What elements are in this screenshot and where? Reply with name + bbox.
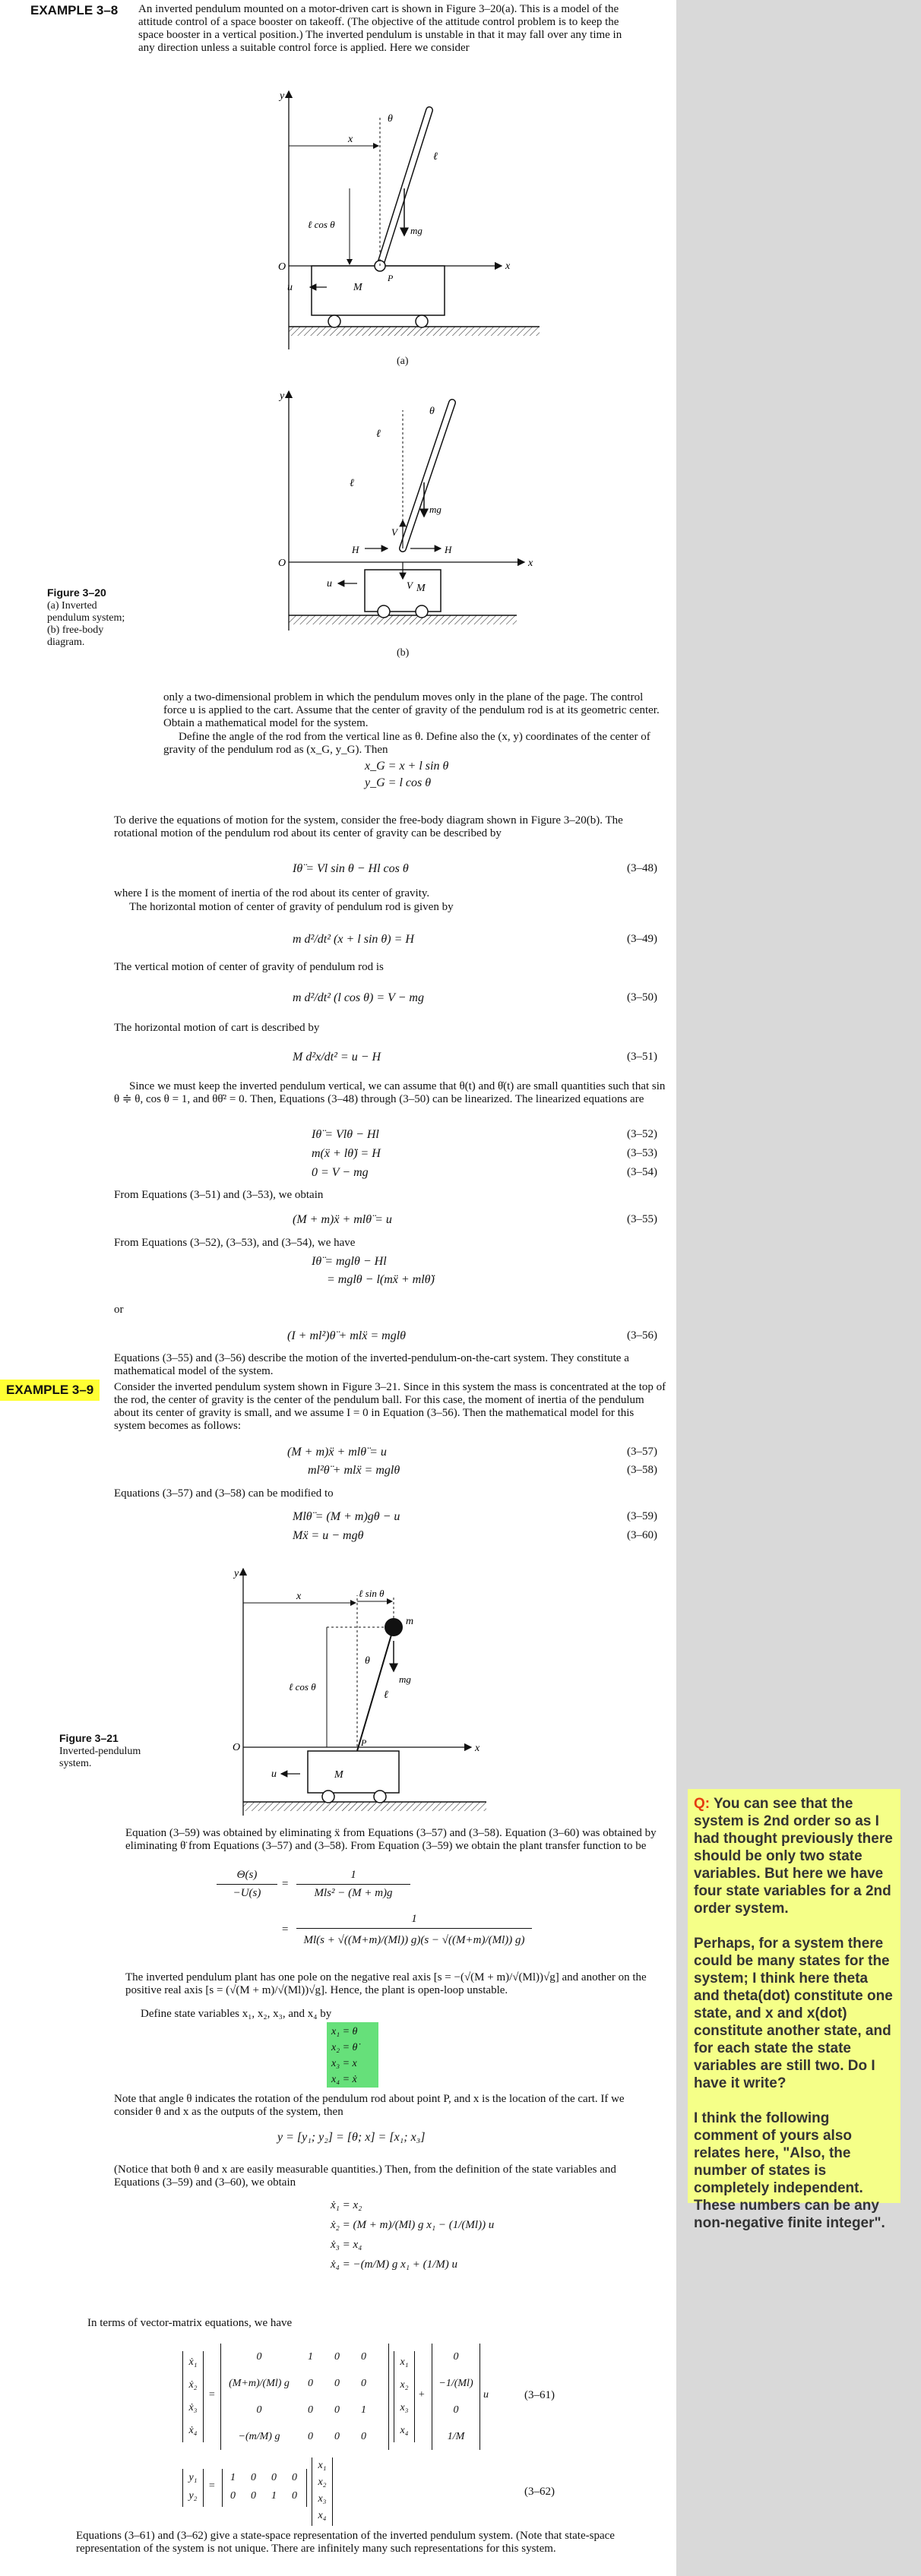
vector-entry: 0: [453, 2351, 459, 2363]
figure-3-20-caption: [47, 586, 138, 649]
paragraph: The vertical motion of center of gravity of pendulum rod is: [114, 961, 384, 973]
matrix-cell: 0: [251, 2472, 256, 2483]
paragraph: From Equations (3–52), (3–53), and (3–54), we have: [114, 1237, 356, 1249]
fig21-y-label: y: [234, 1568, 239, 1579]
fig-a-y-label: y: [280, 90, 285, 102]
state-definitions: [331, 2024, 357, 2088]
A-matrix: [220, 2344, 389, 2450]
matrix-cell: 0: [361, 2377, 366, 2389]
fig21-M: M: [334, 1769, 343, 1781]
paragraph: Define state variables x₁, x₂, x₃, and x₄ by: [141, 2008, 332, 2020]
fig21-theta: θ: [365, 1655, 370, 1667]
matrix-cell: (M+m)/(Ml) g: [229, 2377, 290, 2389]
vector-entry: x₃: [318, 2493, 327, 2505]
matrix-cell: 0: [251, 2490, 256, 2502]
x-vector-2: [312, 2457, 333, 2526]
paragraph: where I is the moment of inertia of the rod about its center of gravity.: [114, 887, 430, 899]
equation-number: (3–60): [627, 1529, 657, 1541]
vector-entry: 1/M: [447, 2431, 465, 2442]
state-def: x₁ = θ: [331, 2026, 358, 2037]
figure-3-21-caption: [59, 1732, 166, 1770]
matrix-cell: 1: [271, 2490, 277, 2502]
equation: 0 = V − mg: [312, 1166, 369, 1179]
equation-number: (3–59): [627, 1510, 657, 1522]
caption-line: pendulum system;: [47, 612, 125, 624]
equation-number: (3–48): [627, 862, 657, 874]
tf-lhs-den: −U(s): [233, 1887, 261, 1899]
vector-entry: x₃: [400, 2402, 409, 2413]
vector-entry: −1/(Ml): [438, 2378, 473, 2389]
fig21-x-arrow-label: x: [296, 1591, 302, 1602]
paragraph: To derive the equations of motion for the system, consider the free-body diagram shown in Figure 3–20(b). The rotational motion of the pendulum rod about its center of gravity can be described by: [114, 814, 623, 839]
fig-b-theta: θ: [429, 406, 435, 417]
fig-a-P: P: [388, 273, 394, 283]
paragraph: (Notice that both θ and x are easily measurable quantities.) Then, from the definition of the state variables and Equations (3–59) and (3–60), we obtain: [114, 2164, 616, 2189]
matrix-cell: 0: [334, 2350, 340, 2363]
paragraph: From Equations (3–51) and (3–53), we obtain: [114, 1189, 324, 1201]
fig-b-x-label: x: [528, 558, 533, 569]
question-note: [688, 1789, 900, 2231]
equation: Iθ̈ = Vlθ − Hl: [312, 1128, 379, 1141]
vector-entry: x₄: [400, 2425, 409, 2436]
equation: (M + m)ẍ + mlθ̈ = u: [293, 1213, 392, 1226]
equation: Iθ̈ = mglθ − Hl: [312, 1255, 387, 1268]
matrix-cell: 1: [361, 2404, 366, 2416]
paragraph: The horizontal motion of center of gravity of pendulum rod is given by: [129, 901, 454, 913]
equation: m(ẍ + lθ̈) = H: [312, 1147, 381, 1160]
example-3-8-label: EXAMPLE 3–8: [30, 3, 119, 17]
fig21-lcos: ℓ cos θ: [289, 1681, 316, 1693]
fig-a-origin: O: [278, 261, 286, 273]
C-matrix: [222, 2469, 307, 2507]
vector-entry: x₁: [318, 2460, 327, 2471]
fig-a-lcos: ℓ cos θ: [308, 219, 335, 230]
input-u: u: [483, 2389, 489, 2401]
equation: x_G = x + l sin θ: [365, 760, 449, 773]
matrix-cell: 0: [230, 2490, 236, 2502]
y-vector: [182, 2469, 204, 2507]
fig-b-u: u: [327, 578, 332, 589]
state-def: x₃ = x: [331, 2058, 357, 2069]
equation: (M + m)ẍ + mlθ̈ = u: [287, 1446, 387, 1459]
fig-b-H2: H: [445, 544, 452, 555]
state-eq: ẋ₂ = (M + m)/(Ml) g x₁ − (1/(Ml)) u: [331, 2219, 495, 2231]
fig21-P: P: [361, 1737, 367, 1748]
fig21-m: m: [406, 1616, 414, 1627]
fig-a-mg: mg: [410, 225, 423, 236]
paragraph: Since we must keep the inverted pendulum vertical, we can assume that θ(t) and θ̇(t) are small quantities such that sin θ ≑ θ, cos θ = 1, and θθ̇² = 0. Then, Equations (3–48) through (3–50) can be linearized. The linearized equations are: [114, 1080, 666, 1105]
state-eq: ẋ₃ = x₄: [331, 2239, 362, 2251]
matrix-cell: 1: [308, 2350, 313, 2363]
matrix-cell: 0: [361, 2350, 366, 2363]
fig-b-H1: H: [352, 544, 359, 555]
state-def: x₄ = ẋ: [331, 2074, 357, 2085]
equation: ml²θ̈ + mlẍ = mglθ: [308, 1464, 400, 1477]
matrix-cell: 0: [271, 2472, 277, 2483]
matrix-cell: 0: [334, 2404, 340, 2416]
paragraph: only a two-dimensional problem in which the pendulum moves only in the plane of the page. The control force u is applied to the cart. Assume that the center of gravity of the pendulum rod is at its geometric center. Obtain a mathematical model for the system.: [163, 691, 660, 729]
fig-b-l1: ℓ: [376, 428, 381, 440]
figure-3-20a-sublabel: (a): [397, 356, 409, 367]
example-3-9-text: Consider the inverted pendulum system shown in Figure 3–21. Since in this system the mass is concentrated at the top of the rod, the center of gravity is the center of the pendulum ball. For this case, the moment of inertia of the pendulum about its center of gravity is small, and we assume I = 0 in Equation (3–56). Then the mathematical model for this system becomes as follows:: [114, 1381, 666, 1432]
paragraph: Equations (3–55) and (3–56) describe the motion of the inverted-pendulum-on-the-cart system. They constitute a mathematical model of the system.: [114, 1352, 629, 1377]
fig-b-V2: V: [407, 580, 413, 591]
figure-3-21-caption-title: Figure 3–21: [59, 1732, 119, 1744]
equation-number: (3–54): [627, 1166, 657, 1178]
fig-b-y-label: y: [280, 390, 285, 402]
fig21-u: u: [271, 1768, 277, 1780]
vector-entry: y₂: [188, 2490, 198, 2502]
state-eq: ẋ₁ = x₂: [331, 2199, 362, 2211]
vector-entry: ẋ₃: [188, 2402, 198, 2413]
output-equation: y = [y₁; y₂] = [θ; x] = [x₁; x₃]: [277, 2131, 426, 2144]
paragraph: In terms of vector-matrix equations, we have: [87, 2317, 293, 2329]
matrix-cell: 0: [256, 2350, 262, 2363]
xdot-vector: [182, 2351, 204, 2442]
matrix-cell: 0: [308, 2377, 313, 2389]
equation-number: (3–51): [627, 1051, 657, 1063]
fig21-l: ℓ: [384, 1689, 388, 1701]
equation-number: (3–62): [524, 2486, 555, 2498]
equation-number: (3–49): [627, 933, 657, 945]
state-eq: ẋ₄ = −(m/M) g x₁ + (1/M) u: [331, 2258, 457, 2271]
state-equations: [331, 2195, 494, 2274]
vector-entry: x₂: [400, 2379, 409, 2391]
caption-line: system.: [59, 1758, 92, 1769]
figure-3-20-caption-title: Figure 3–20: [47, 586, 106, 599]
paragraph: Equations (3–61) and (3–62) give a state-space representation of the inverted pendulum system. (Note that state-space representation of the system is not unique. There are infinitely many such representations for this system.: [76, 2530, 615, 2555]
tf-rhs1-num: 1: [350, 1869, 356, 1881]
equation: Mẍ = u − mgθ: [293, 1529, 364, 1542]
state-def: x₂ = θ̇: [331, 2042, 358, 2053]
matrix-cell: 0: [334, 2430, 340, 2442]
fig21-x-label: x: [475, 1743, 480, 1754]
vector-entry: x₄: [318, 2510, 327, 2521]
paragraph: Define the angle of the rod from the vertical line as θ. Define also the (x, y) coordinates of the center of gravity of the pendulum rod as (x_G, y_G). Then: [163, 731, 650, 756]
fig-b-l2: ℓ: [350, 478, 354, 489]
figure-3-21: [228, 1557, 532, 1823]
matrix-cell: 0: [361, 2430, 366, 2442]
fig-a-l: ℓ: [433, 151, 438, 163]
word-or: or: [114, 1304, 124, 1316]
paragraph: Equation (3–59) was obtained by eliminating ẍ from Equations (3–57) and (3–58). Equation (3–60) was obtained by eliminating θ̈ from Equations (3–57) and (3–58). From Equation (3–59) we obtain the plant transfer function to be: [125, 1827, 657, 1852]
matrix-cell: 0: [292, 2490, 297, 2502]
tf-lhs-num: Θ(s): [236, 1869, 258, 1881]
transfer-function: Θ(s) −U(s) = 1 Mls² − (M + m)g = 1 Ml(s + √((M+m)/(Ml)) g)(s − √((M+m)/(Ml)) g): [217, 1869, 536, 1968]
note-paragraph-2: Perhaps, for a system there could be many states for the system; I think here theta and theta(dot) constitute one state, and x and x(dot) constitute another state, and for each state the state variables are still two. Do I have it write?: [694, 1936, 893, 2091]
equation: (I + ml²)θ̈ + mlẍ = mglθ: [287, 1329, 406, 1342]
note-paragraph-3: I think the following comment of yours also relates here, "Also, the number of states is completely independent. These numbers can be any non-negative finite integer".: [694, 2110, 885, 2231]
vector-entry: ẋ₂: [188, 2379, 198, 2391]
fig-a-x-arrow-label: x: [348, 134, 353, 145]
tf-rhs2-num: 1: [411, 1913, 417, 1925]
caption-line: diagram.: [47, 637, 85, 648]
equation-number: (3–50): [627, 991, 657, 1004]
output-matrix-equation: y₁ y₂ = 1 0 0 0 0 0 1 0 x₁ x₂ x₃ x₄: [182, 2461, 395, 2522]
fig-b-V1: V: [391, 526, 397, 538]
caption-line: Inverted-pendulum: [59, 1746, 141, 1757]
caption-line: (a) Inverted: [47, 600, 97, 612]
equation-number: (3–58): [627, 1464, 657, 1476]
equation: Iθ̈ = Vl sin θ − Hl cos θ: [293, 862, 409, 875]
fig-a-u: u: [287, 282, 293, 293]
matrix-cell: 0: [308, 2404, 313, 2416]
matrix-cell: 0: [292, 2472, 297, 2483]
x-vector: [394, 2351, 415, 2442]
figure-3-20b-sublabel: (b): [397, 647, 410, 659]
fig-a-theta: θ: [388, 113, 393, 125]
vector-entry: y₁: [188, 2472, 198, 2483]
caption-line: (b) free-body: [47, 624, 104, 636]
fig-b-origin: O: [278, 558, 286, 569]
fig21-origin: O: [233, 1742, 241, 1753]
equation-number: (3–52): [627, 1128, 657, 1140]
vector-entry: 0: [453, 2404, 459, 2416]
equation: y_G = l cos θ: [365, 776, 432, 789]
fig-b-M: M: [416, 583, 426, 594]
paragraph: The horizontal motion of cart is described by: [114, 1022, 320, 1034]
tf-rhs2-den: Ml(s + √((M+m)/(Ml)) g)(s − √((M+m)/(Ml)) g): [303, 1934, 525, 1946]
paragraph: The inverted pendulum plant has one pole on the negative real axis [s = −(√(M + m)/√(Ml))√g] and another on the positive real axis [s = (√(M + m)/√(Ml))√g]. Hence, the plant is open-loop unstable.: [125, 1971, 647, 1996]
equation: = mglθ − l(mẍ + mlθ̈): [327, 1273, 435, 1286]
matrix-cell: 0: [334, 2377, 340, 2389]
equation: Mlθ̈ = (M + m)gθ − u: [293, 1510, 400, 1523]
B-vector: [432, 2344, 480, 2450]
fig21-lsin: ℓ sin θ: [359, 1588, 385, 1599]
equation-number: (3–55): [627, 1213, 657, 1225]
paragraph: Equations (3–57) and (3–58) can be modified to: [114, 1487, 334, 1500]
matrix-cell: −(m/M) g: [238, 2430, 280, 2442]
figure-3-20b: [274, 380, 547, 638]
fig-b-mg: mg: [429, 504, 442, 515]
paragraph: Note that angle θ indicates the rotation of the pendulum rod about point P, and x is the location of the cart. If we consider θ and x as the outputs of the system, then: [114, 2093, 625, 2118]
equation: M d²x/dt² = u − H: [293, 1051, 381, 1064]
vector-entry: x₁: [400, 2356, 409, 2368]
note-q-label: Q:: [694, 1796, 711, 1812]
matrix-cell: 1: [230, 2472, 236, 2483]
state-matrix-equation: ẋ₁ ẋ₂ ẋ₃ ẋ₄ = 0 1 0 0 (M+m)/(Ml) g 0 0 0 0 0 0 1 −(m/M) g 0 0 0 x₁ x₂ x₃ x₄ + 0 −1/(Ml) 0 1/M u: [182, 2340, 578, 2454]
fig21-mg: mg: [399, 1674, 411, 1685]
matrix-cell: 0: [256, 2404, 262, 2416]
equation: m d²/dt² (l cos θ) = V − mg: [293, 991, 424, 1004]
note-paragraph-1: You can see that the system is 2nd order so as I had thought previously there should be only two state variables. But here we have four state variables for a 2nd order system.: [694, 1796, 893, 1917]
fig-a-M: M: [353, 282, 362, 293]
equation: m d²/dt² (x + l sin θ) = H: [293, 933, 414, 946]
vector-entry: ẋ₄: [188, 2425, 198, 2436]
equation-number: (3–61): [524, 2389, 555, 2401]
matrix-cell: 0: [308, 2430, 313, 2442]
equation-number: (3–53): [627, 1147, 657, 1159]
equation-number: (3–57): [627, 1446, 657, 1458]
example-3-8-intro: An inverted pendulum mounted on a motor-driven cart is shown in Figure 3–20(a). This is a model of the attitude control of a space booster on takeoff. (The objective of the attitude control problem is to keep the space booster in a vertical position.) The inverted pendulum is unstable in that it may fall over any time in any direction unless a suitable control force is applied. Here we consider: [138, 3, 622, 54]
figure-3-20a: [274, 76, 547, 365]
vector-entry: ẋ₁: [188, 2356, 198, 2368]
fig-a-x-label: x: [505, 261, 511, 272]
equation-number: (3–56): [627, 1329, 657, 1342]
tf-rhs1-den: Mls² − (M + m)g: [314, 1887, 393, 1899]
example-3-9-label: EXAMPLE 3–9: [0, 1380, 100, 1401]
vector-entry: x₂: [318, 2476, 327, 2488]
